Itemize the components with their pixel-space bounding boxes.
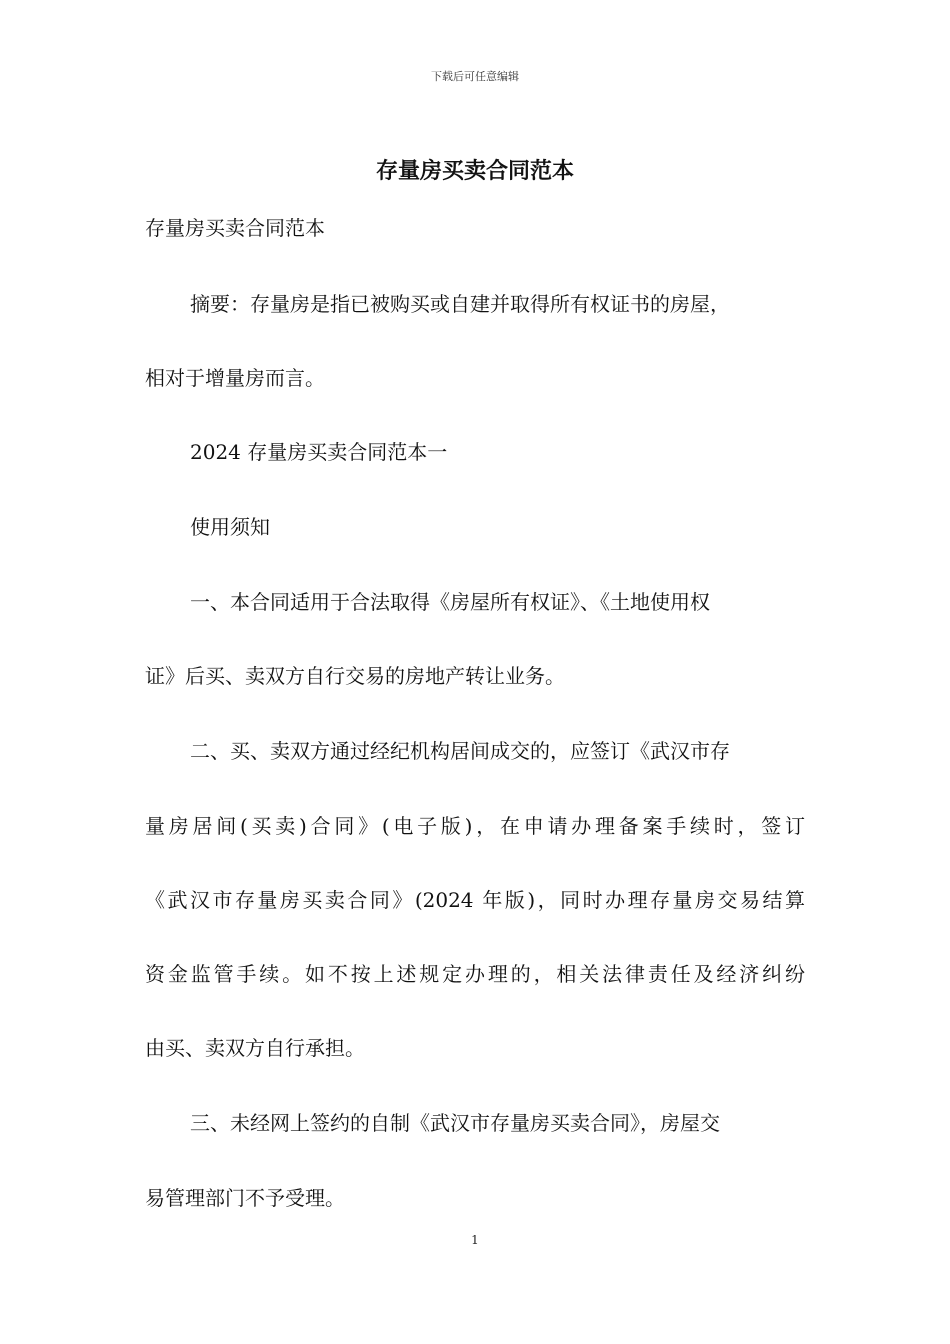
usage-notes-heading: 使用须知 <box>190 515 270 539</box>
subtitle-line: 存量房买卖合同范本 <box>145 216 325 240</box>
clause-1-line-1: 一、本合同适用于合法取得《房屋所有权证》、《土地使用权 <box>190 590 710 614</box>
clause-2-line-3: 《武汉市存量房买卖合同》(2024 年版)，同时办理存量房交易结算 <box>145 888 805 912</box>
abstract-line-1: 摘要：存量房是指已被购买或自建并取得所有权证书的房屋， <box>190 292 730 316</box>
page-number: 1 <box>471 1233 479 1247</box>
page-header: 下载后可任意编辑 <box>431 70 519 83</box>
section-heading: 2024 存量房买卖合同范本一 <box>190 440 448 464</box>
document-title: 存量房买卖合同范本 <box>375 158 574 184</box>
clause-1-line-2: 证》后买、卖双方自行交易的房地产转让业务。 <box>145 664 565 688</box>
abstract-line-2: 相对于增量房而言。 <box>145 366 325 390</box>
clause-2-line-1: 二、买、卖双方通过经纪机构居间成交的，应签订《武汉市存 <box>190 739 730 763</box>
clause-3-line-2: 易管理部门不予受理。 <box>145 1186 345 1210</box>
clause-2-line-4: 资金监管手续。如不按上述规定办理的，相关法律责任及经济纠纷 <box>145 962 805 986</box>
clause-3-line-1: 三、未经网上签约的自制《武汉市存量房买卖合同》，房屋交 <box>190 1111 720 1135</box>
clause-2-line-5: 由买、卖双方自行承担。 <box>145 1036 365 1060</box>
clause-2-line-2: 量房居间(买卖)合同》(电子版)，在申请办理备案手续时，签订 <box>145 814 805 838</box>
